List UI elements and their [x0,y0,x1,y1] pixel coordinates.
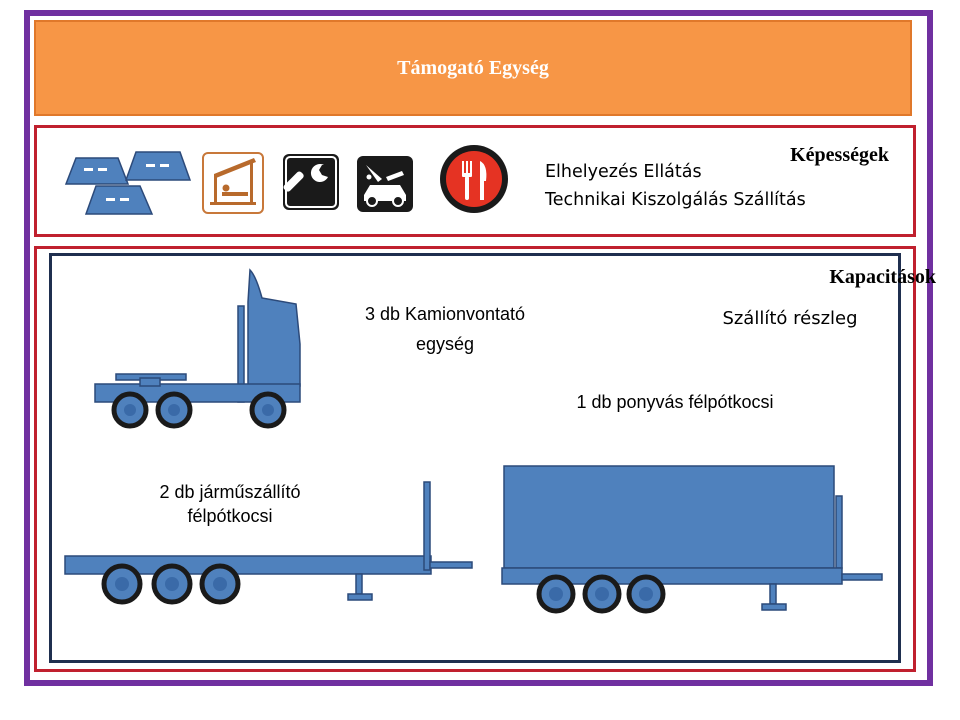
wrench-icon [282,153,340,211]
tarp-trailer-icon [498,462,888,614]
capabilities-line-2: Technikai Kiszolgálás Szállítás [545,190,806,210]
tents-icon [62,144,194,218]
shelter-icon [202,152,264,214]
vehicle-carrier-trailer-icon [60,478,480,606]
tractor-label-line-2: egység [415,334,475,354]
capabilities-text [545,158,806,214]
header-banner [34,20,912,116]
capacities-title: Kapacitások [829,266,936,288]
capabilities-title: Képességek [790,144,889,166]
unit-label: Szállító részleg [722,308,858,329]
tarp-trailer-label: 1 db ponyvás félpótkocsi [576,392,774,412]
carrier-label-line-2: félpótkocsi [187,506,273,526]
car-service-icon [356,155,414,213]
food-icon [438,143,510,215]
page-title: Támogató Egység [397,56,549,79]
carrier-label-line-1: 2 db járműszállító [159,482,301,502]
tractor-label-line-1: 3 db Kamionvontató [364,304,526,324]
tractor-truck-icon [90,266,305,432]
capabilities-line-1: Elhelyezés Ellátás [545,162,702,182]
